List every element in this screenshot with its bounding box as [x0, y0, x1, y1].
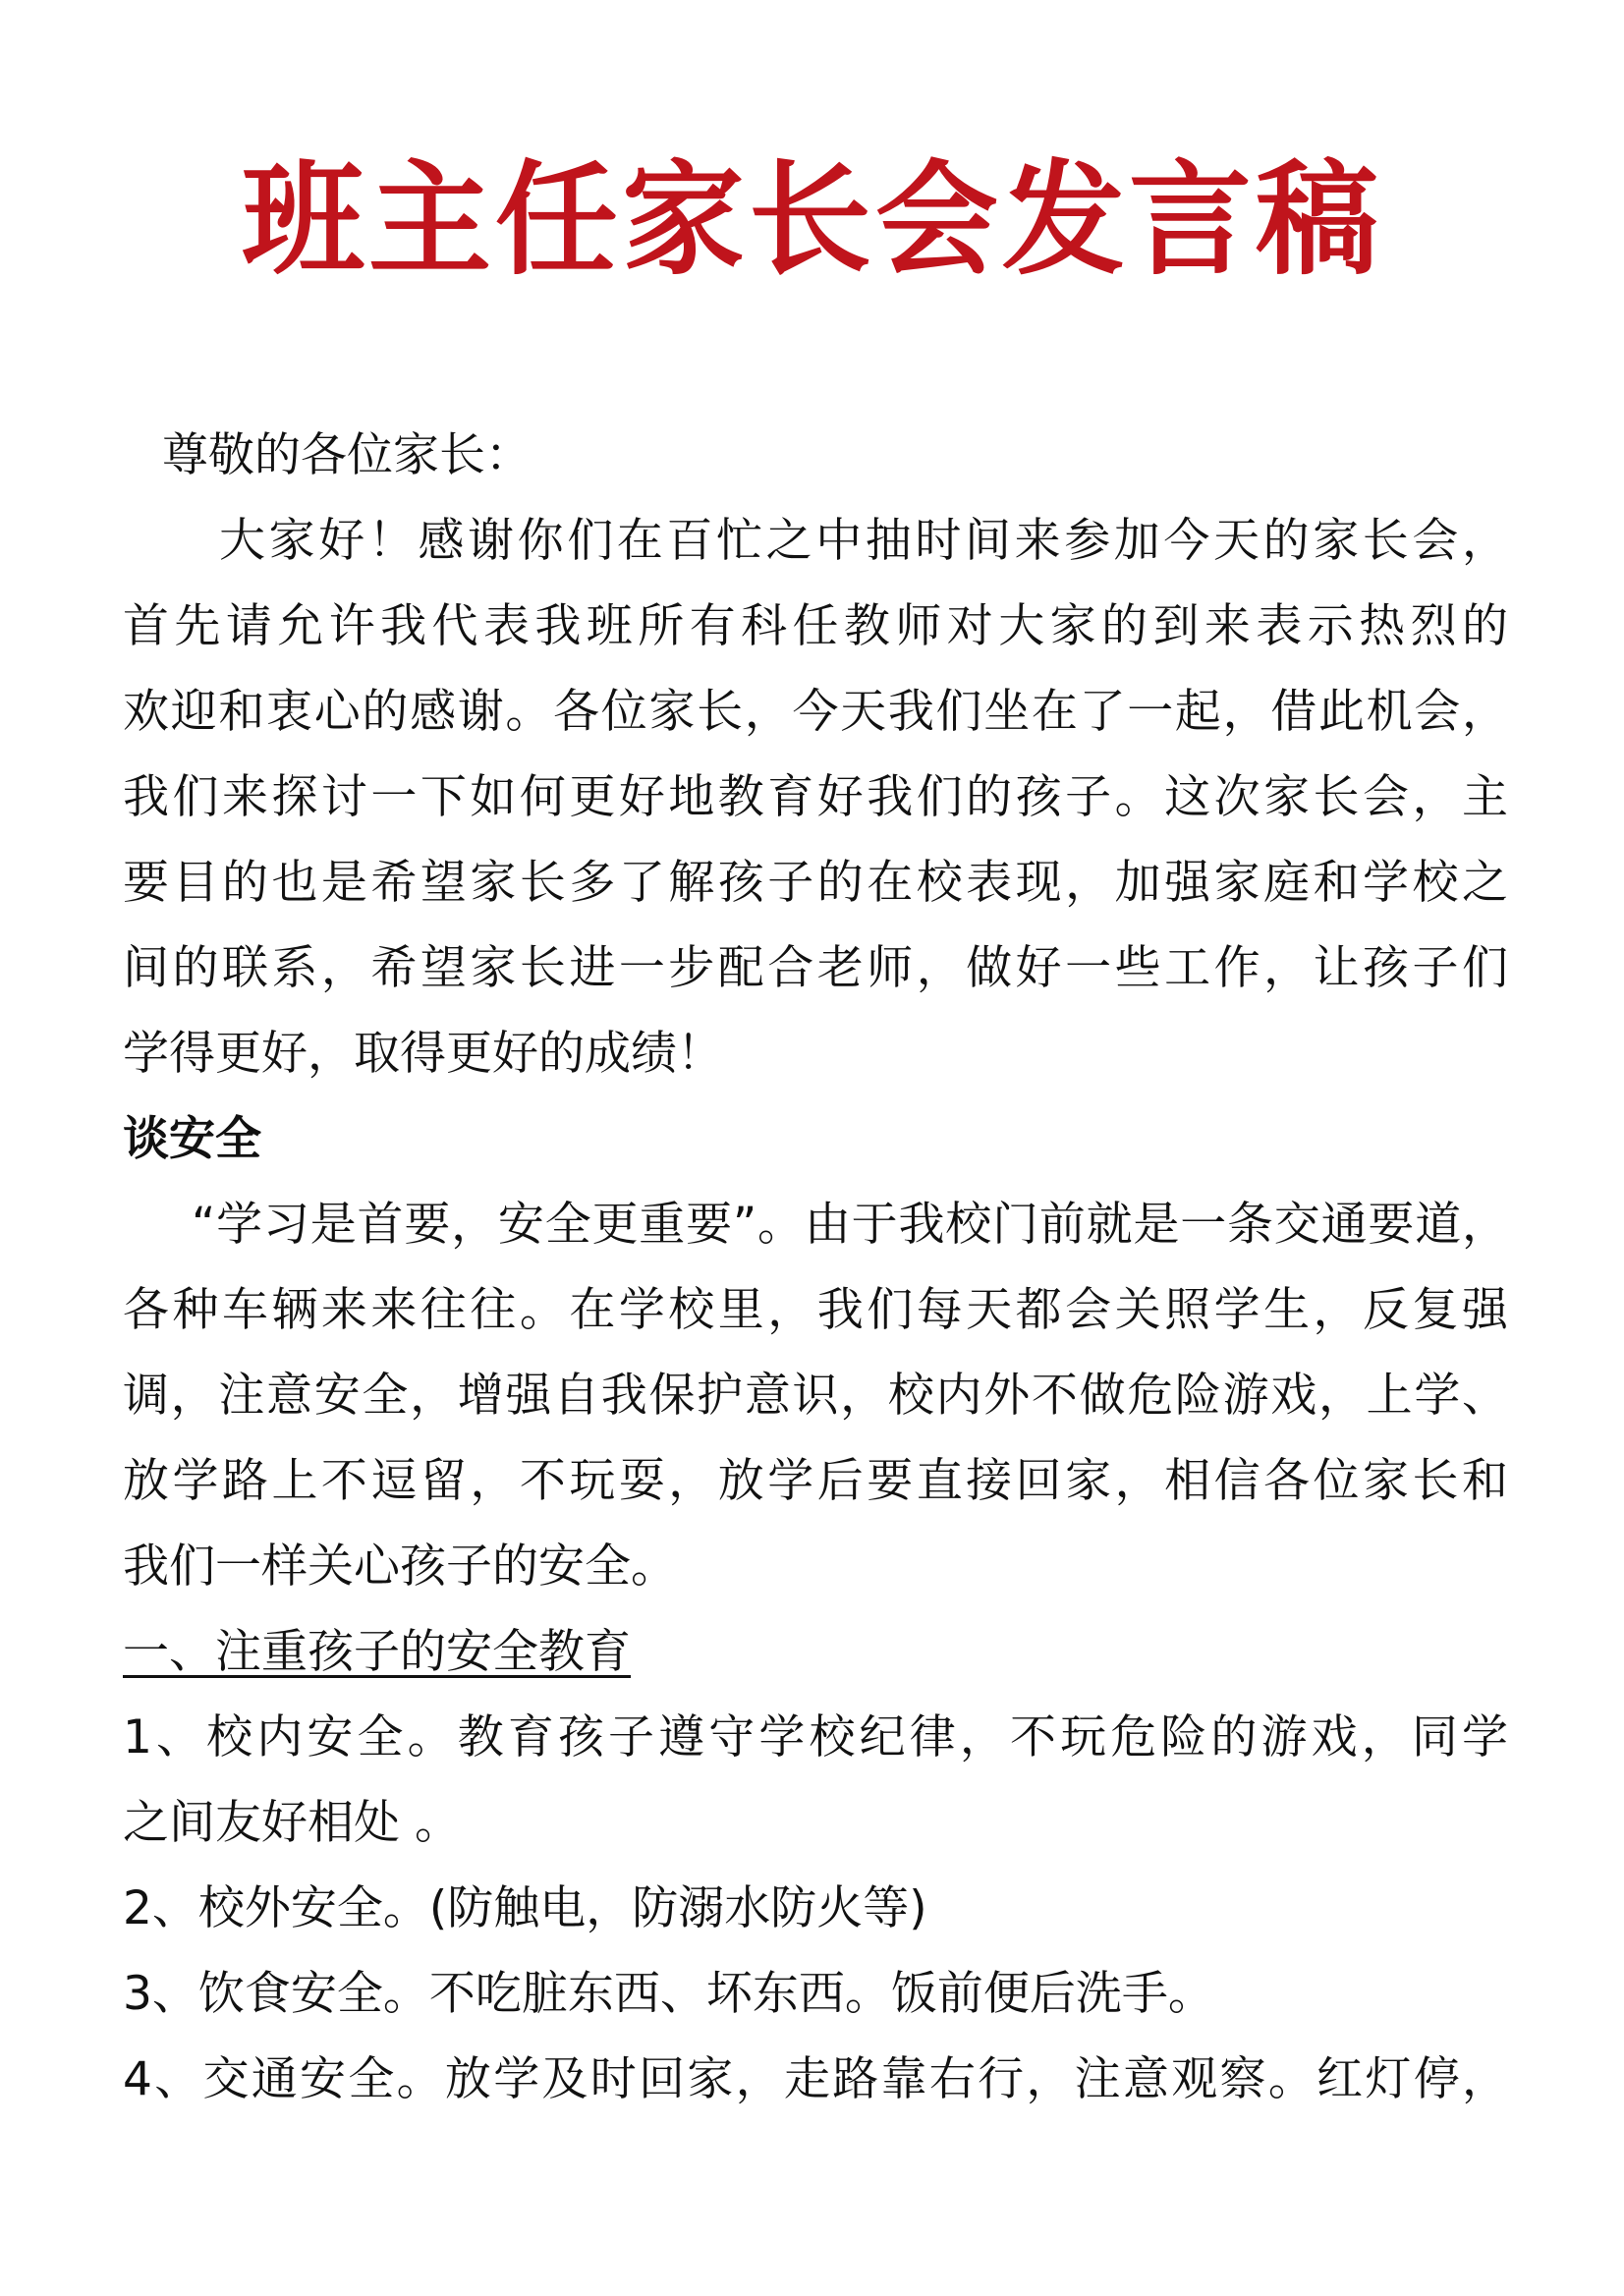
safety-line: “学习是首要，安全更重要”。由于我校门前就是一条交通要道， — [192, 1198, 1508, 1252]
greeting: 尊敬的各位家长： — [162, 428, 532, 482]
intro-line: 欢迎和衷心的感谢。各位家长，今天我们坐在了一起，借此机会， — [123, 685, 1508, 739]
list-item: 4、交通安全。放学及时回家，走路靠右行，注意观察。红灯停， — [123, 2052, 1508, 2106]
safety-line: 调，注意安全，增强自我保护意识，校内外不做危险游戏，上学、 — [123, 1369, 1508, 1423]
document-body — [123, 413, 1508, 2122]
list-item: 3、饮食安全。不吃脏东西、坏东西。饭前便后洗手。 — [123, 1967, 1214, 2021]
intro-line: 间的联系，希望家长进一步配合老师，做好一些工作，让孩子们 — [123, 941, 1508, 995]
intro-line: 首先请允许我代表我班所有科任教师对大家的到来表示热烈的 — [123, 599, 1508, 653]
safety-line: 各种车辆来来往往。在学校里，我们每天都会关照学生，反复强 — [123, 1283, 1508, 1337]
section-heading: 谈安全 — [123, 1112, 261, 1166]
safety-line: 放学路上不逗留，不玩耍，放学后要直接回家，相信各位家长和 — [123, 1454, 1508, 1508]
safety-line: 我们一样关心孩子的安全。 — [123, 1540, 677, 1594]
intro-line: 大家好！感谢你们在百忙之中抽时间来参加今天的家长会， — [219, 514, 1508, 568]
subheading: 一、注重孩子的安全教育 — [123, 1625, 631, 1679]
intro-line: 学得更好，取得更好的成绩！ — [123, 1027, 723, 1081]
intro-line: 我们来探讨一下如何更好地教育好我们的孩子。这次家长会，主 — [123, 770, 1508, 824]
list-item: 1、校内安全。教育孩子遵守学校纪律，不玩危险的游戏，同学 — [123, 1710, 1508, 1764]
document-title: 班主任家长会发言稿 — [242, 149, 1382, 292]
list-item: 之间友好相处 。 — [123, 1796, 461, 1850]
list-item: 2、校外安全。(防触电，防溺水防火等) — [123, 1881, 927, 1935]
intro-line: 要目的也是希望家长多了解孩子的在校表现，加强家庭和学校之 — [123, 856, 1508, 910]
